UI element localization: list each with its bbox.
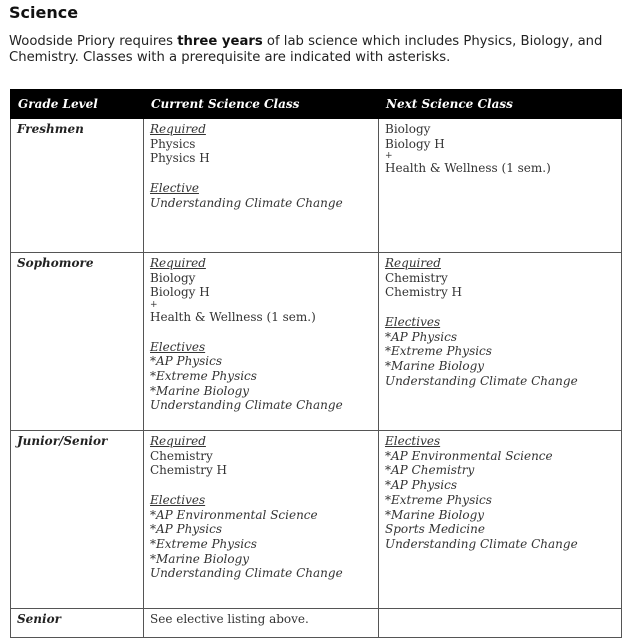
current-class-cell [144, 253, 379, 431]
section-heading: Required [150, 256, 206, 270]
header-grade-level: Grade Level [11, 90, 144, 119]
next-class-cell [379, 431, 622, 609]
table-body [11, 119, 622, 638]
spacer [150, 166, 372, 181]
intro-paragraph [9, 34, 615, 66]
course-name: Understanding Climate Change [150, 195, 343, 210]
course-name: *Marine Biology [385, 507, 485, 522]
table-row [11, 609, 622, 638]
current-class-cell [144, 119, 379, 253]
intro-text-after: of lab science which includes Physics, Biology, and Chemistry. Classes with a prerequisite are indicated with asterisks. [9, 34, 603, 65]
next-class-cell [379, 119, 622, 253]
course-name: Understanding Climate Change [150, 398, 343, 413]
course-name: Biology H [385, 136, 445, 151]
section-heading: Required [385, 256, 441, 270]
grade-level-cell: Sophomore [11, 253, 144, 431]
header-next-class: Next Science Class [379, 90, 622, 119]
course-name: *AP Physics [385, 329, 458, 344]
course-name: Health & Wellness (1 sem.) [385, 161, 551, 176]
course-name: *Marine Biology [385, 358, 485, 373]
course-name: Health & Wellness (1 sem.) [150, 310, 316, 325]
science-course-table [10, 89, 622, 638]
course-name: Biology [150, 270, 196, 285]
course-name: Understanding Climate Change [150, 566, 343, 581]
section-heading: Required [150, 434, 206, 448]
grade-level-cell: Senior [11, 609, 144, 638]
course-name: Chemistry [150, 448, 213, 463]
page-title: Science [9, 3, 79, 22]
course-name: See elective listing above. [150, 612, 309, 626]
intro-text-before: Woodside Priory requires [9, 34, 178, 49]
grade-level-cell: Junior/Senior [11, 431, 144, 609]
course-name: *Extreme Physics [150, 536, 257, 551]
header-current-class: Current Science Class [144, 90, 379, 119]
course-name: *AP Environmental Science [385, 448, 553, 463]
course-name: Understanding Climate Change [385, 536, 578, 551]
course-name: Sports Medicine [385, 522, 485, 537]
course-name: *AP Physics [150, 522, 223, 537]
course-name: *AP Physics [150, 354, 223, 369]
spacer [150, 325, 372, 340]
course-name: Physics [150, 136, 196, 151]
course-name: Chemistry [385, 270, 448, 285]
section-heading: Electives [150, 339, 206, 354]
course-name: Biology H [150, 285, 210, 300]
spacer [385, 300, 615, 315]
course-name: Biology [385, 122, 431, 136]
intro-emphasis: three years [177, 34, 263, 49]
course-name: *Extreme Physics [385, 492, 492, 507]
table-row [11, 253, 622, 431]
course-name: Chemistry H [150, 463, 228, 478]
course-name: Physics H [150, 151, 210, 166]
course-name: *Extreme Physics [150, 368, 257, 383]
course-name: *AP Environmental Science [150, 507, 318, 522]
section-heading: Electives [385, 434, 441, 448]
course-name: *Marine Biology [150, 383, 250, 398]
table-row [11, 119, 622, 253]
section-heading: Elective [150, 180, 199, 195]
course-name: Chemistry H [385, 285, 463, 300]
current-class-cell [144, 609, 379, 638]
course-name: *Extreme Physics [385, 344, 492, 359]
section-heading: Electives [385, 314, 441, 329]
section-heading: Required [150, 122, 206, 136]
plus-sign: + [385, 151, 393, 162]
spacer [150, 478, 372, 493]
current-class-cell [144, 431, 379, 609]
plus-sign: + [150, 300, 158, 311]
course-name: Understanding Climate Change [385, 373, 578, 388]
table-header-row [11, 90, 622, 119]
section-heading: Electives [150, 492, 206, 507]
course-name: *Marine Biology [150, 551, 250, 566]
table-row [11, 431, 622, 609]
course-name: *AP Chemistry [385, 463, 475, 478]
next-class-cell [379, 609, 622, 638]
grade-level-cell: Freshmen [11, 119, 144, 253]
course-name: *AP Physics [385, 478, 458, 493]
next-class-cell [379, 253, 622, 431]
